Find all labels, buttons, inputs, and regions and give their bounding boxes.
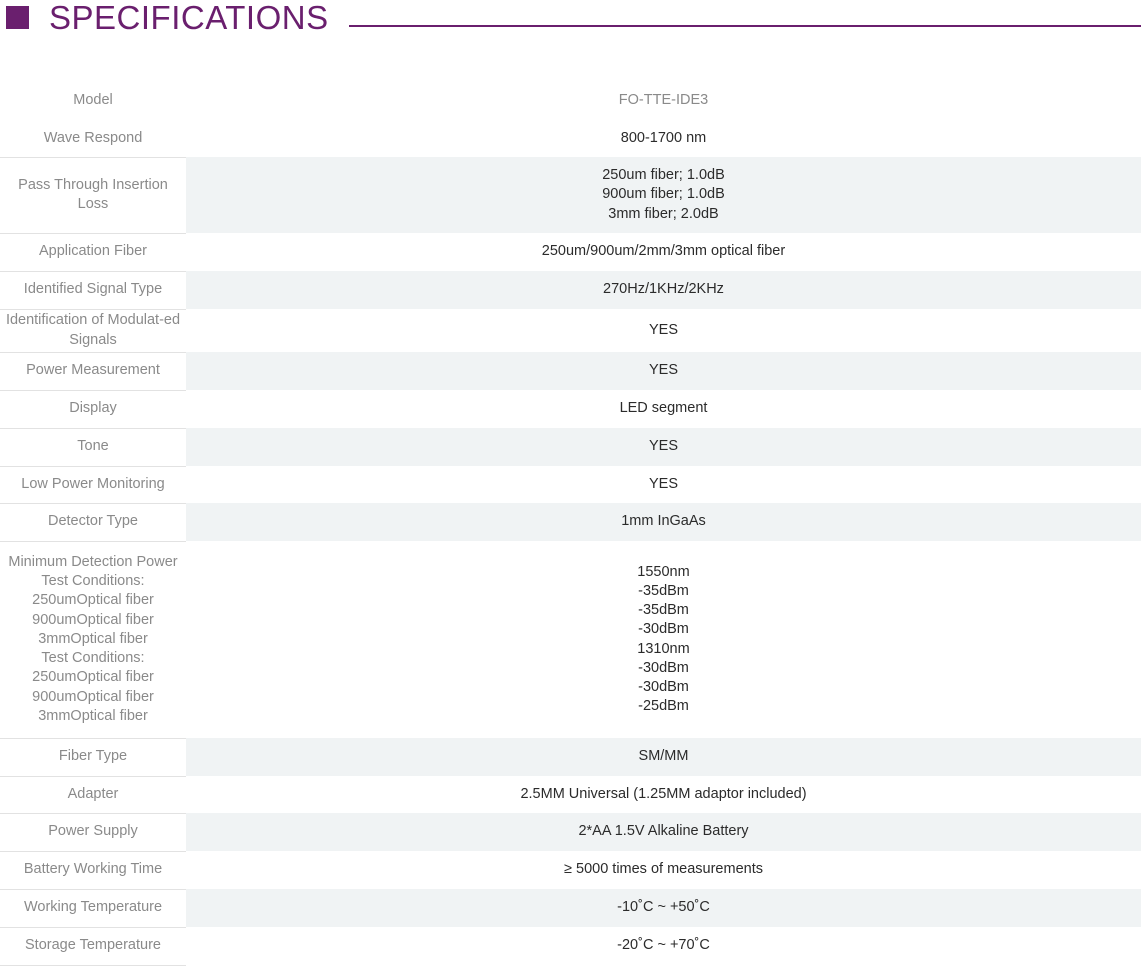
spec-row-model [0, 82, 1141, 120]
spec-value: -10˚C ~ +50˚C [186, 889, 1141, 927]
spec-label: Battery Working Time [0, 851, 186, 889]
spec-label: Adapter [0, 776, 186, 813]
spec-label: Tone [0, 428, 186, 466]
spec-row-modulated-signals [0, 309, 1141, 352]
spec-row-battery-working-time [0, 851, 1141, 889]
spec-label: Low Power Monitoring [0, 466, 186, 503]
spec-value: LED segment [186, 390, 1141, 428]
spec-row-minimum-detection-power [0, 541, 1141, 738]
spec-row-application-fiber [0, 233, 1141, 271]
spec-value: FO-TTE-IDE3 [186, 82, 1141, 120]
section-marker-square [6, 6, 29, 29]
spec-value: 2.5MM Universal (1.25MM adaptor included) [186, 776, 1141, 813]
spec-row-tone [0, 428, 1141, 466]
spec-row-power-measurement [0, 352, 1141, 390]
spec-label: Identification of Modulat-ed Signals [0, 309, 186, 352]
spec-value: YES [186, 352, 1141, 390]
spec-label: Fiber Type [0, 738, 186, 776]
spec-value: 270Hz/1KHz/2KHz [186, 271, 1141, 309]
spec-label: Wave Respond [0, 120, 186, 157]
spec-value: YES [186, 466, 1141, 503]
spec-value: 2*AA 1.5V Alkaline Battery [186, 813, 1141, 851]
spec-value: 1550nm -35dBm -35dBm -30dBm 1310nm -30dBm -30dBm -25dBm [186, 541, 1141, 738]
specifications-table [0, 82, 1141, 966]
spec-value: -20˚C ~ +70˚C [186, 927, 1141, 965]
spec-label: Application Fiber [0, 233, 186, 271]
header-divider-line [349, 25, 1141, 27]
spec-row-wave-respond [0, 120, 1141, 157]
spec-value: 250um/900um/2mm/3mm optical fiber [186, 233, 1141, 271]
spec-row-signal-type [0, 271, 1141, 309]
spec-value: 800-1700 nm [186, 120, 1141, 157]
spec-value: 1mm InGaAs [186, 503, 1141, 541]
spec-row-display [0, 390, 1141, 428]
spec-row-power-supply [0, 813, 1141, 851]
spec-row-fiber-type [0, 738, 1141, 776]
spec-label: Power Supply [0, 813, 186, 851]
spec-value: ≥ 5000 times of measurements [186, 851, 1141, 889]
spec-value: SM/MM [186, 738, 1141, 776]
spec-label: Detector Type [0, 503, 186, 541]
spec-label: Storage Temperature [0, 927, 186, 965]
spec-row-detector-type [0, 503, 1141, 541]
spec-row-adapter [0, 776, 1141, 813]
section-title: SPECIFICATIONS [49, 0, 329, 36]
spec-label: Pass Through Insertion Loss [0, 157, 186, 233]
spec-label: Power Measurement [0, 352, 186, 390]
spec-row-insertion-loss [0, 157, 1141, 233]
spec-row-low-power-monitoring [0, 466, 1141, 503]
section-header [0, 0, 1141, 40]
spec-value: YES [186, 309, 1141, 352]
spec-value: YES [186, 428, 1141, 466]
spec-row-storage-temperature [0, 927, 1141, 965]
spec-label: Identified Signal Type [0, 271, 186, 309]
spec-row-working-temperature [0, 889, 1141, 927]
spec-value: 250um fiber; 1.0dB 900um fiber; 1.0dB 3mm fiber; 2.0dB [186, 157, 1141, 233]
spec-label: Minimum Detection Power Test Conditions: 250umOptical fiber 900umOptical fiber 3mmOptical fiber Test Conditions: 250umOptical fiber 900umOptical fiber 3mmOptical fiber [0, 541, 186, 738]
spec-label: Working Temperature [0, 889, 186, 927]
spec-label: Display [0, 390, 186, 428]
spec-label: Model [0, 82, 186, 120]
